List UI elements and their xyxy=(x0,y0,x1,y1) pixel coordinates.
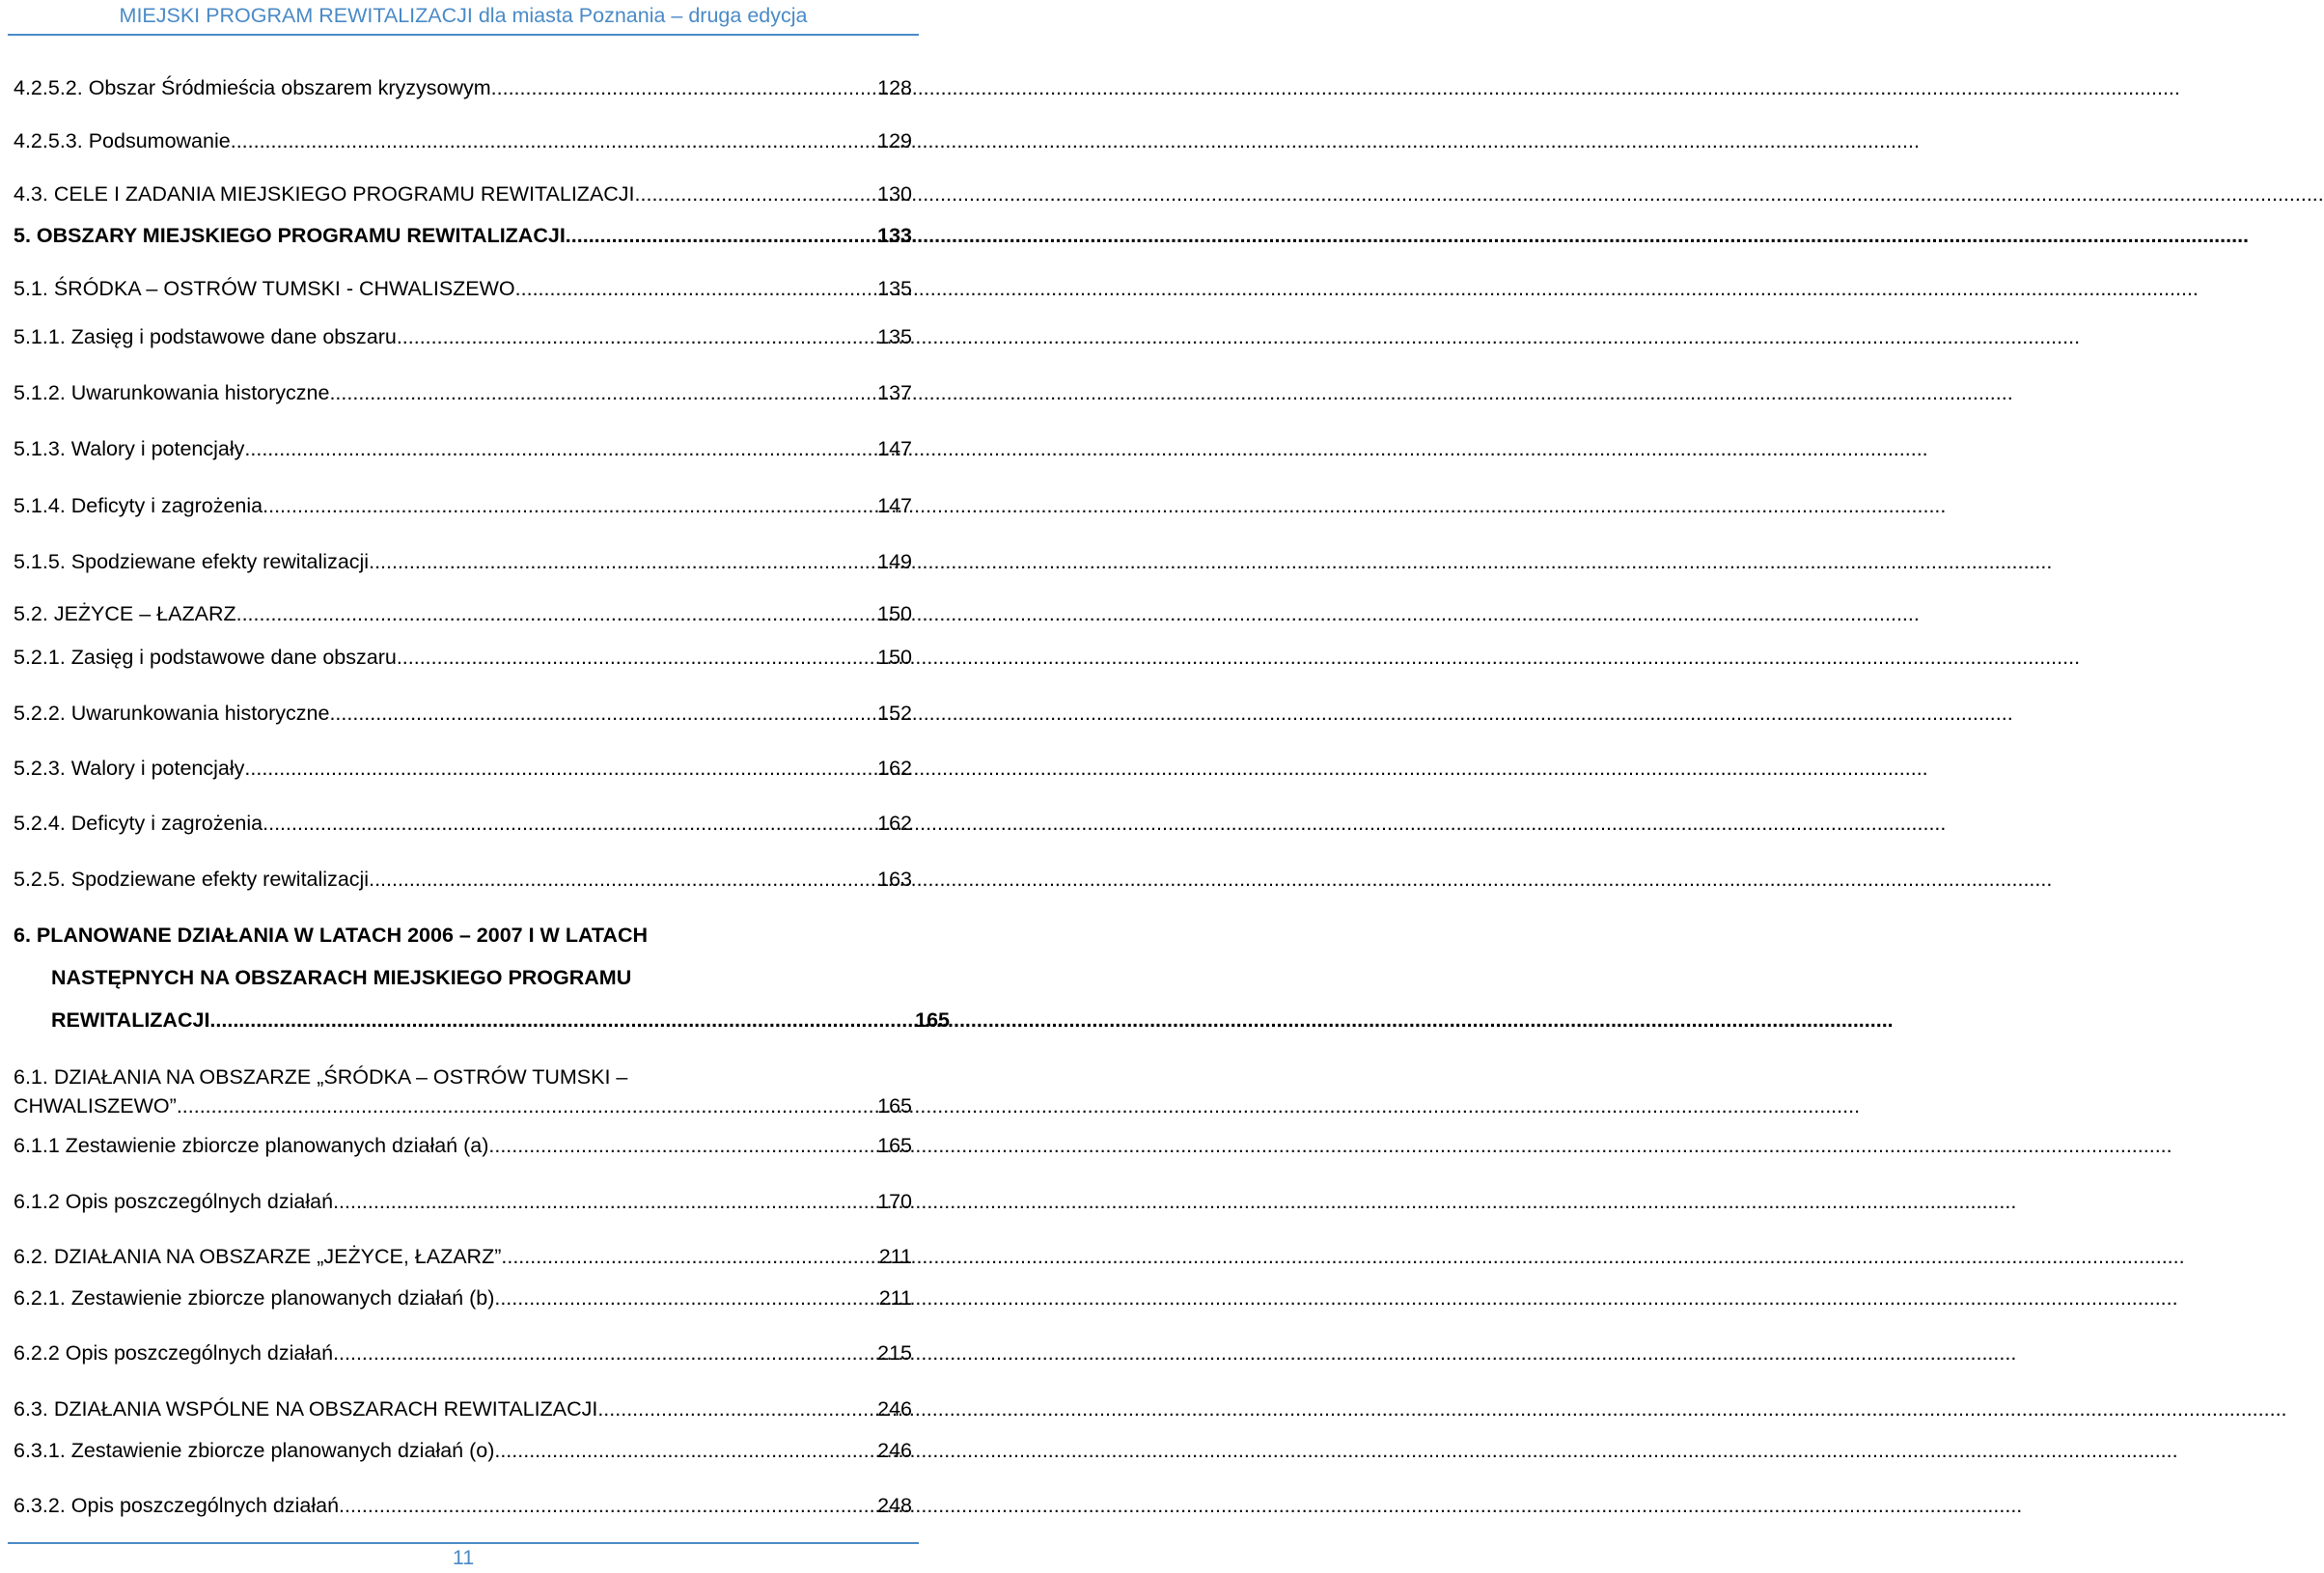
toc-entry-title-line-2: NASTĘPNYCH NA OBSZARACH MIEJSKIEGO PROGRAMU xyxy=(51,966,632,989)
toc-entry-title: 5.1.2. Uwarunkowania historyczne xyxy=(14,381,330,404)
toc-entry-title: 5.1.5. Spodziewane efekty rewitalizacji xyxy=(14,550,370,573)
toc-entry-6-1-2[interactable] xyxy=(14,1188,912,1215)
toc-leader-dots xyxy=(494,1284,876,1311)
toc-leader-dots xyxy=(209,1007,913,1034)
toc-entry-4-2-5-2[interactable] xyxy=(14,74,912,101)
toc-page-number: 137 xyxy=(877,381,912,404)
toc-entry-title: 4.2.5.3. Podsumowanie. xyxy=(14,129,236,152)
toc-entry-6-2[interactable] xyxy=(14,1243,912,1270)
toc-entry-title: 6.2.1. Zestawienie zbiorcze planowanych działań (b) xyxy=(14,1286,495,1310)
toc-entry-title: 5.2.2. Uwarunkowania historyczne xyxy=(14,702,330,725)
toc-entry-6-3-1[interactable] xyxy=(14,1437,912,1464)
toc-entry-title: 5.2.3. Walory i potencjały xyxy=(14,757,245,780)
toc-entry-5-2-4[interactable] xyxy=(14,810,912,837)
toc-leader-dots xyxy=(501,1243,876,1270)
toc-entry-5-1-2[interactable] xyxy=(14,379,912,406)
toc-page-number: 211 xyxy=(878,1286,912,1310)
toc-entry-title: 5.2.4. Deficyty i zagrożenia xyxy=(14,812,263,835)
toc-entry-6-3-2[interactable] xyxy=(14,1492,912,1519)
toc-page-number: 215 xyxy=(877,1341,912,1365)
toc-page-number: 152 xyxy=(877,702,912,725)
toc-page-number: 162 xyxy=(877,812,912,835)
toc-entry-title: 6.3.1. Zestawienie zbiorcze planowanych działań (o) xyxy=(14,1439,495,1462)
toc-entry-title: 5.2.5. Spodziewane efekty rewitalizacji xyxy=(14,868,370,891)
toc-entry-title: 6.2. DZIAŁANIA NA OBSZARZE „JEŻYCE, ŁAZARZ” xyxy=(14,1245,502,1268)
toc-page-number: 129 xyxy=(877,129,912,152)
toc-page-number: 130 xyxy=(877,182,912,206)
toc-entry-5-2-5[interactable] xyxy=(14,866,912,893)
toc-entry-5-1-4[interactable] xyxy=(14,492,912,519)
toc-entry-6-1-1[interactable] xyxy=(14,1132,912,1159)
toc-entry-title: REWITALIZACJI xyxy=(51,1008,210,1032)
toc-page-number: 162 xyxy=(877,757,912,780)
toc-leader-dots xyxy=(603,1395,875,1422)
toc-entry-title: CHWALISZEWO” xyxy=(14,1094,177,1118)
toc-leader-dots xyxy=(236,600,876,627)
toc-leader-dots xyxy=(339,1492,875,1519)
toc-page-number: 248 xyxy=(877,1494,912,1517)
toc-entry-title: 5.2. JEŻYCE – ŁAZARZ xyxy=(14,602,236,625)
toc-leader-dots xyxy=(236,127,875,154)
toc-leader-dots xyxy=(641,180,876,207)
toc-leader-dots xyxy=(369,866,875,893)
toc-entry-title: 5.1.4. Deficyty i zagrożenia xyxy=(14,494,263,517)
toc-entry-5[interactable] xyxy=(14,222,912,249)
toc-leader-dots xyxy=(497,74,875,101)
toc-entry-title: 4.2.5.2. Obszar Śródmieścia obszarem kryzysowym. xyxy=(14,76,497,99)
toc-entry-4-3[interactable] xyxy=(14,180,912,207)
toc-entry-6-3[interactable] xyxy=(14,1395,912,1422)
toc-entry-6-2-1[interactable] xyxy=(14,1284,912,1311)
toc-entry-title: 4.3. CELE I ZADANIA MIEJSKIEGO PROGRAMU REWITALIZACJI. xyxy=(14,182,641,206)
toc-leader-dots xyxy=(397,323,875,350)
toc-entry-title: 5.1.3. Walory i potencjały xyxy=(14,437,245,460)
toc-page-number: 165 xyxy=(877,1134,912,1157)
toc-leader-dots xyxy=(329,379,875,406)
toc-leader-dots xyxy=(566,222,875,249)
toc-leader-dots xyxy=(329,700,875,727)
toc-page-number: 165 xyxy=(915,1008,950,1032)
toc-page-number: 163 xyxy=(877,868,912,891)
toc-page-number: 149 xyxy=(877,550,912,573)
toc-leader-dots xyxy=(333,1188,875,1215)
toc-entry-5-1-3[interactable] xyxy=(14,435,912,462)
toc-page-number: 128 xyxy=(877,76,912,99)
toc-page-number: 135 xyxy=(877,325,912,348)
toc-leader-dots xyxy=(488,1132,875,1159)
toc-leader-dots xyxy=(494,1437,875,1464)
toc-page-number: 147 xyxy=(877,437,912,460)
toc-entry-5-2-2[interactable] xyxy=(14,700,912,727)
toc-entry-title: 5. OBSZARY MIEJSKIEGO PROGRAMU REWITALIZACJI xyxy=(14,224,566,247)
toc-entry-5-1-1[interactable] xyxy=(14,323,912,350)
toc-leader-dots xyxy=(244,435,875,462)
toc-page-number: 246 xyxy=(877,1397,912,1421)
toc-leader-dots xyxy=(333,1339,875,1366)
toc-entry-5-1-5[interactable] xyxy=(14,548,912,575)
toc-leader-dots xyxy=(263,810,875,837)
toc-leader-dots xyxy=(177,1092,875,1119)
toc-page-number: 246 xyxy=(877,1439,912,1462)
toc-entry-5-2-3[interactable] xyxy=(14,755,912,782)
toc-entry-title: 6.3.2. Opis poszczególnych działań xyxy=(14,1494,340,1517)
toc-leader-dots xyxy=(397,644,875,671)
toc-page-number: 150 xyxy=(877,646,912,669)
toc-entry-title: 6.3. DZIAŁANIA WSPÓLNE NA OBSZARACH REWITALIZACJI. xyxy=(14,1397,604,1421)
document-running-title: MIEJSKI PROGRAM REWITALIZACJI dla miasta Poznania – druga edycja xyxy=(119,4,808,27)
toc-page-number: 211 xyxy=(878,1245,912,1268)
toc-leader-dots xyxy=(244,755,875,782)
toc-page-number: 135 xyxy=(877,277,912,300)
toc-leader-dots xyxy=(369,548,875,575)
toc-entry-title-line-1: 6. PLANOWANE DZIAŁANIA W LATACH 2006 – 2007 I W LATACH xyxy=(14,924,648,947)
toc-page-number: 165 xyxy=(877,1094,912,1118)
toc-entry-title: 6.1.2 Opis poszczególnych działań xyxy=(14,1190,334,1213)
toc-page-number: 150 xyxy=(877,602,912,625)
toc-page-number: 133 xyxy=(877,224,912,247)
toc-entry-title-line-1: 6.1. DZIAŁANIA NA OBSZARZE „ŚRÓDKA – OSTRÓW TUMSKI – xyxy=(14,1065,628,1089)
toc-page-number: 170 xyxy=(877,1190,912,1213)
table-of-contents xyxy=(0,0,950,1573)
toc-entry-6[interactable] xyxy=(14,922,950,1037)
toc-entry-title: 5.1. ŚRÓDKA – OSTRÓW TUMSKI - CHWALISZEWO xyxy=(14,277,515,300)
page-number: 11 xyxy=(452,1546,475,1569)
toc-page-number: 147 xyxy=(877,494,912,517)
toc-entry-title: 5.2.1. Zasięg i podstawowe dane obszaru xyxy=(14,646,397,669)
toc-entry-6-1[interactable] xyxy=(14,1063,912,1121)
toc-entry-title: 5.1.1. Zasięg i podstawowe dane obszaru xyxy=(14,325,397,348)
toc-entry-title: 6.2.2 Opis poszczególnych działań xyxy=(14,1341,334,1365)
toc-leader-dots xyxy=(515,275,875,302)
toc-entry-6-2-2[interactable] xyxy=(14,1339,912,1366)
toc-entry-5-1[interactable] xyxy=(14,275,912,302)
toc-entry-4-2-5-3[interactable] xyxy=(14,127,912,154)
toc-entry-title: 6.1.1 Zestawienie zbiorcze planowanych działań (a) xyxy=(14,1134,489,1157)
toc-leader-dots xyxy=(263,492,875,519)
toc-entry-5-2-1[interactable] xyxy=(14,644,912,671)
toc-entry-5-2[interactable] xyxy=(14,600,912,627)
footer-divider xyxy=(8,1542,919,1544)
